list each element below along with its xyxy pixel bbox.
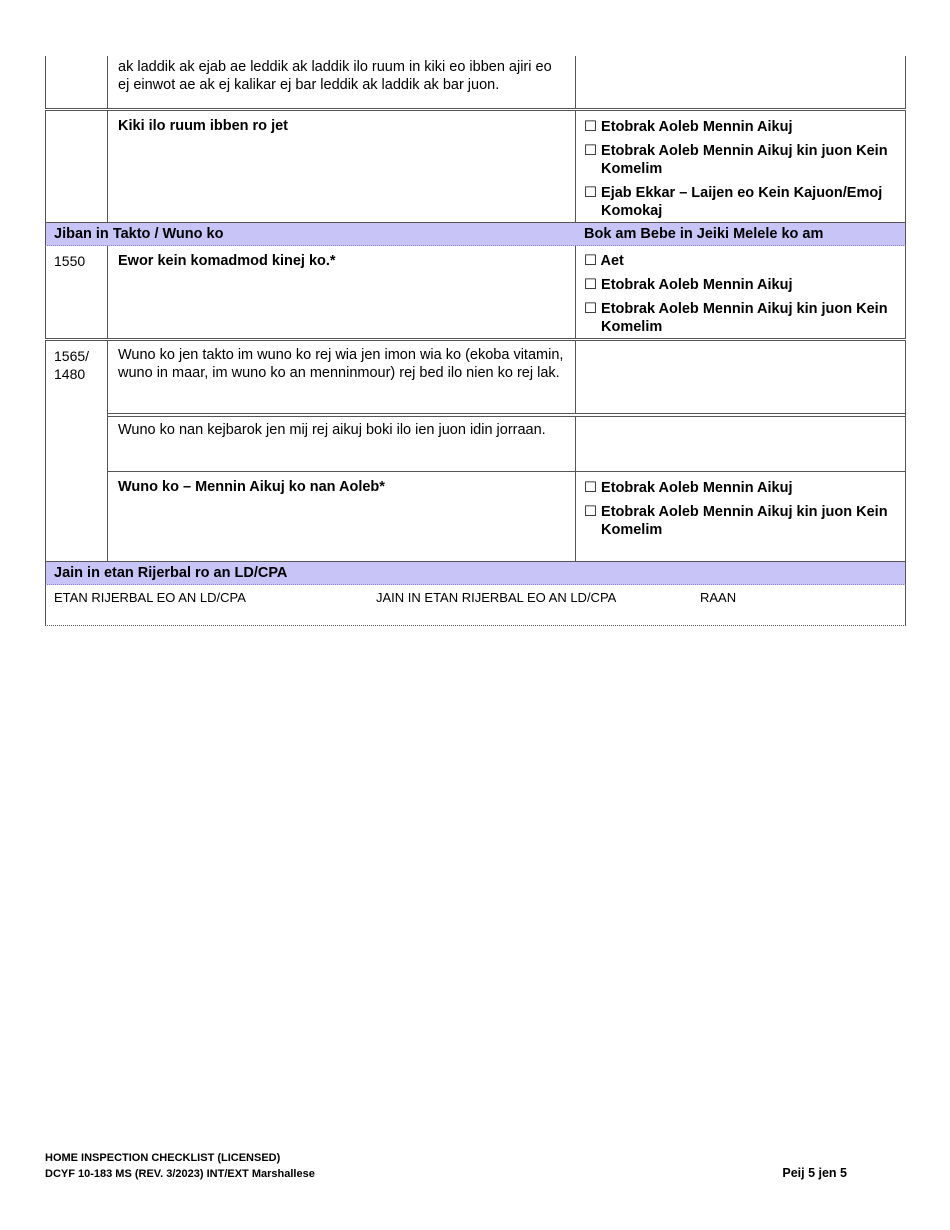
rule-number: 1550 [46,246,108,338]
rule-1565-text-2: Wuno ko nan kejbarok jen mij rej aikuj boki ilo ien juon idin jorraan. [108,417,576,471]
form-number: DCYF 10-183 MS (REV. 3/2023) INT/EXT Marshallese [45,1168,315,1180]
bedroom-label: Kiki ilo ruum ibben ro jet [108,111,576,222]
bedroom-options [576,111,905,222]
rule-number: 1565/ 1480 [46,341,108,561]
signature-fields [45,585,906,626]
checkbox-icon[interactable]: ☐ [584,253,597,269]
signature-header [45,562,906,585]
checkbox-icon[interactable]: ☐ [584,143,597,159]
rule-number-cell [46,56,108,108]
rule-1550-options [576,246,905,338]
checkbox-option[interactable]: ☐ Etobrak Aoleb Mennin Aikuj kin juon Kein Komelim [584,504,888,538]
rule-1565-options [576,472,905,561]
section-title: Jiban in Takto / Wuno ko [54,226,224,242]
answer-cell [576,341,905,413]
checkbox-option[interactable]: ☐ Aet [584,253,624,269]
rule-1565-label: Wuno ko – Mennin Aikuj ko nan Aoleb* [108,472,576,561]
staff-name-field[interactable]: ETAN RIJERBAL EO AN LD/CPA [54,590,246,605]
form-footer [45,1150,315,1182]
rule-1550-text: Ewor kein komadmod kinej ko.* [108,246,576,338]
form-title: HOME INSPECTION CHECKLIST (LICENSED) [45,1152,281,1164]
inspection-table [45,56,906,626]
table-row [45,56,906,109]
rule-1565-text-1: Wuno ko jen takto im wuno ko rej wia jen imon wia ko (ekoba vitamin, wuno in maar, im wuno ko an menninmour) rej bed ilo nien ko rej lak. [108,341,576,413]
checkbox-option[interactable]: ☐ Etobrak Aoleb Mennin Aikuj [584,480,793,496]
rule-text-cell [108,56,576,108]
table-row [45,246,906,339]
section-answer-title: Bok am Bebe in Jeiki Melele ko am [584,226,824,242]
date-field[interactable]: RAAN [700,590,737,605]
checkbox-icon[interactable]: ☐ [584,480,597,496]
checkbox-icon[interactable]: ☐ [584,504,597,520]
checkbox-option[interactable]: ☐ Ejab Ekkar – Laijen eo Kein Kajuon/Emoj Komokaj [584,185,883,219]
checkbox-option[interactable]: ☐ Etobrak Aoleb Mennin Aikuj kin juon Kein Komelim [584,301,888,335]
table-row [45,110,906,223]
answer-cell [576,56,905,108]
page-number: Peij 5 jen 5 [782,1166,847,1180]
section-header [45,223,906,246]
checkbox-option[interactable]: ☐ Etobrak Aoleb Mennin Aikuj kin juon Kein Komelim [584,143,888,177]
staff-signature-field[interactable]: JAIN IN ETAN RIJERBAL EO AN LD/CPA [376,590,617,605]
checkbox-icon[interactable]: ☐ [584,185,597,201]
table-row [45,340,906,562]
checkbox-icon[interactable]: ☐ [584,277,597,293]
checkbox-icon[interactable]: ☐ [584,301,597,317]
signature-title: Jain in etan Rijerbal ro an LD/CPA [54,565,288,581]
checkbox-option[interactable]: ☐ Etobrak Aoleb Mennin Aikuj [584,119,793,135]
answer-cell [576,417,905,471]
bedroom-rule-text: ak laddik ak ejab ae leddik ak laddik ilo ruum in kiki eo ibben ajiri eo ej einwot ae ak ej kalikar ej bar leddik ak laddik ak bar juon. [118,59,552,93]
checkbox-icon[interactable]: ☐ [584,119,597,135]
checkbox-option[interactable]: ☐ Etobrak Aoleb Mennin Aikuj [584,277,793,293]
